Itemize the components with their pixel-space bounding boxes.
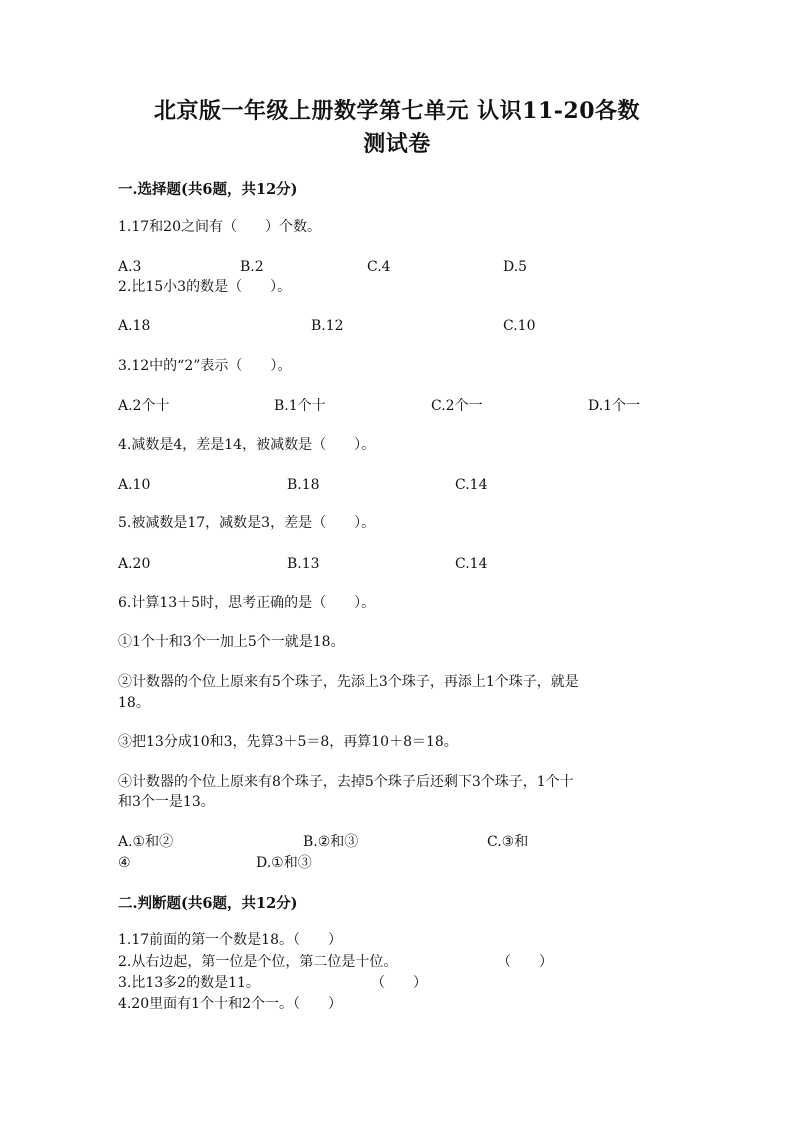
question-5-option-b: B.13 (287, 556, 320, 572)
question-3-option-a: A.2个十 (118, 398, 170, 414)
question-3-option-d: D.1个一 (588, 398, 641, 414)
question-6-statement-3: ③把13分成10和3，先算3＋5＝8，再算10＋8＝18。 (118, 734, 458, 750)
question-1-option-a: A.3 (118, 259, 142, 275)
question-2-option-b: B.12 (311, 318, 344, 334)
judge-item-3: 3.比13多2的数是11。 (118, 975, 260, 991)
judge-item-2: 2.从右边起，第一位是个位，第二位是十位。 (118, 954, 398, 970)
section-heading-choice: 一.选择题(共6题，共12分) (118, 181, 298, 198)
title-line-2: 测试卷 (363, 131, 431, 157)
question-4-option-c: C.14 (455, 477, 488, 493)
question-5-option-c: C.14 (455, 556, 488, 572)
question-4-stem: 4.减数是4，差是14，被减数是（ ）。 (118, 437, 376, 453)
question-6-statement-2-line-1: ②计数器的个位上原来有5个珠子，先添上3个珠子，再添上1个珠子，就是 (118, 674, 579, 690)
question-6-option-d: D.①和③ (256, 855, 312, 871)
question-4-option-b: B.18 (287, 477, 320, 493)
title-line-1: 北京版一年级上册数学第七单元 认识11-20各数 (153, 98, 641, 124)
question-6-option-a: A.①和② (118, 834, 174, 850)
question-1-option-c: C.4 (367, 259, 391, 275)
judge-item-3-answer-paren: （ ） (371, 975, 427, 991)
question-4-option-a: A.10 (118, 477, 151, 493)
question-6-stem: 6.计算13＋5时，思考正确的是（ ）。 (118, 595, 376, 611)
question-6-statement-2-line-2: 18。 (118, 695, 150, 711)
question-1-stem: 1.17和20之间有（ ）个数。 (118, 219, 321, 235)
question-5-option-a: A.20 (118, 556, 151, 572)
question-6-statement-1: ①1个十和3个一加上5个一就是18。 (118, 634, 345, 650)
question-3-stem: 3.12中的“2”表示（ ）。 (118, 358, 292, 374)
judge-item-1: 1.17前面的第一个数是18。（ ） (118, 932, 342, 948)
exam-title (100, 95, 694, 161)
question-6-option-c: C.③和 (487, 834, 529, 850)
question-1-option-d: D.5 (503, 259, 528, 275)
question-6-statement-4-line-2: 和3个一是13。 (118, 794, 215, 810)
question-5-stem: 5.被减数是17，减数是3，差是（ ）。 (118, 515, 376, 531)
question-6-option-c-continued: ④ (118, 855, 131, 871)
question-2-option-c: C.10 (503, 318, 536, 334)
question-3-option-c: C.2个一 (431, 398, 483, 414)
question-1-option-b: B.2 (240, 259, 264, 275)
question-6-statement-4-line-1: ④计数器的个位上原来有8个珠子，去掉5个珠子后还剩下3个珠子，1个十 (118, 774, 574, 790)
judge-item-4: 4.20里面有1个十和2个一。（ ） (118, 996, 342, 1012)
question-2-option-a: A.18 (118, 318, 151, 334)
question-3-option-b: B.1个十 (274, 398, 326, 414)
question-6-option-b: B.②和③ (303, 834, 359, 850)
section-heading-judgement: 二.判断题(共6题，共12分) (118, 895, 298, 912)
judge-item-2-answer-paren: （ ） (497, 954, 553, 970)
question-2-stem: 2.比15小3的数是（ ）。 (118, 279, 292, 295)
